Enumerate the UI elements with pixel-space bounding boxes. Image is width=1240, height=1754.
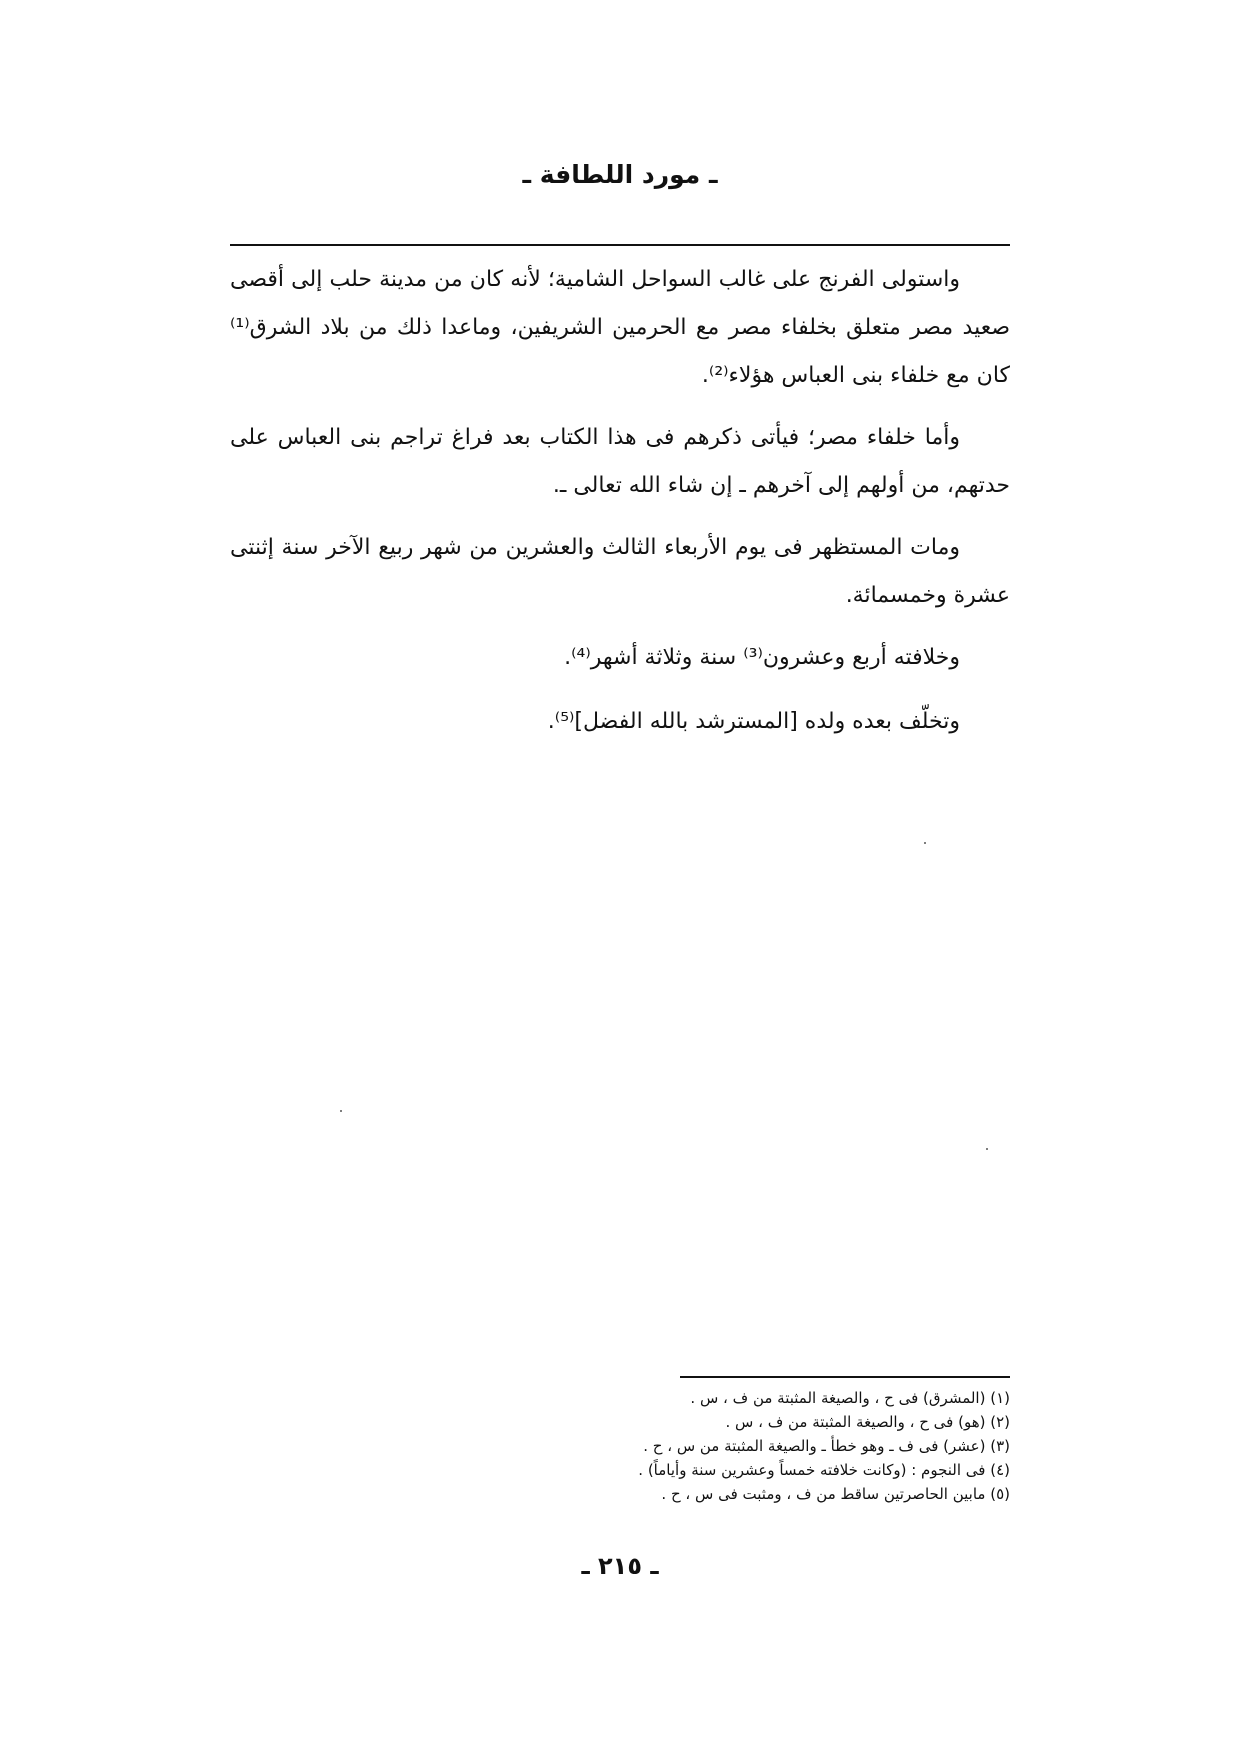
page-number: ـ ٢١٥ ـ xyxy=(581,1552,659,1580)
running-header: ـ مورد اللطافة ـ xyxy=(522,160,718,189)
paragraph: وخلافته أربع وعشرون⁽³⁾ سنة وثلاثة أشهر⁽⁴⁾. xyxy=(564,645,960,670)
footnote-divider xyxy=(680,1376,1010,1378)
main-text xyxy=(230,256,1010,762)
footnote: (٣) (عشر) فى ف ـ وهو خطأ ـ والصيغة المثبتة من س ، ح . xyxy=(643,1437,1010,1455)
paragraph: ومات المستظهر فى يوم الأربعاء الثالث والعشرين من شهر ربيع الآخر سنة إثنتى عشرة وخمسمائة. xyxy=(230,535,1010,608)
footnote: (١) (المشرق) فى ح ، والصيغة المثبتة من ف ، س . xyxy=(690,1389,1010,1407)
scan-speck xyxy=(986,1148,988,1150)
paragraph: واستولى الفرنج على غالب السواحل الشامية؛ لأنه كان من مدينة حلب إلى أقصى صعيد مصر متعلق بخلفاء مصر مع الحرمين الشريفين، وماعدا ذلك من بلاد الشرق⁽¹⁾ كان مع خلفاء بنى العباس هؤلاء⁽²⁾. xyxy=(230,267,1010,388)
paragraph: وأما خلفاء مصر؛ فيأتى ذكرهم فى هذا الكتاب بعد فراغ تراجم بنى العباس على حدتهم، من أولهم إلى آخرهم ـ إن شاء الله تعالى ـ. xyxy=(230,425,1010,498)
header-divider xyxy=(230,244,1010,246)
paragraph: وتخلّف بعده ولده [المسترشد بالله الفضل]⁽⁵⁾. xyxy=(547,709,960,734)
footnote: (٤) فى النجوم : (وكانت خلافته خمساً وعشرين سنة وأياماً) . xyxy=(638,1461,1010,1479)
footnote: (٥) مابين الحاصرتين ساقط من ف ، ومثبت فى س ، ح . xyxy=(661,1485,1010,1503)
scan-speck xyxy=(924,842,926,844)
footnotes xyxy=(420,1386,1010,1506)
scan-speck xyxy=(340,1110,342,1112)
footnote: (٢) (هو) فى ح ، والصيغة المثبتة من ف ، س . xyxy=(725,1413,1010,1431)
